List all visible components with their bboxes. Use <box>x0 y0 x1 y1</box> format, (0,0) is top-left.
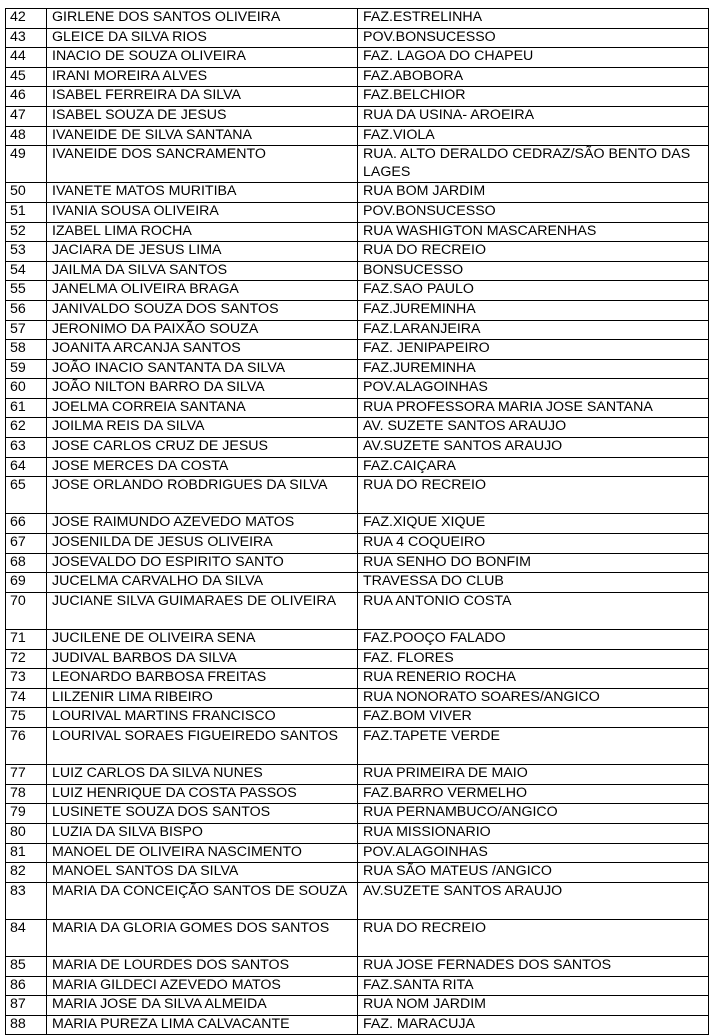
row-address: RUA DO RECREIO <box>358 919 709 956</box>
row-number: 68 <box>6 553 47 573</box>
row-number: 78 <box>6 784 47 804</box>
table-row <box>6 398 709 418</box>
row-address: AV. SUZETE SANTOS ARAUJO <box>358 418 709 438</box>
table-row <box>6 649 709 669</box>
row-address: FAZ.TAPETE VERDE <box>358 727 709 764</box>
row-address: RUA DO RECREIO <box>358 242 709 262</box>
table-row <box>6 438 709 458</box>
row-address: TRAVESSA DO CLUB <box>358 573 709 593</box>
row-address: RUA SÃO MATEUS /ANGICO <box>358 863 709 883</box>
table-row <box>6 957 709 977</box>
row-number: 60 <box>6 379 47 399</box>
row-number: 72 <box>6 649 47 669</box>
row-address: FAZ.SANTA RITA <box>358 976 709 996</box>
table-row <box>6 281 709 301</box>
row-address: RUA PROFESSORA MARIA JOSE SANTANA <box>358 398 709 418</box>
row-name: JOSE MERCES DA COSTA <box>47 457 358 477</box>
row-number: 75 <box>6 708 47 728</box>
row-number: 54 <box>6 261 47 281</box>
row-number: 47 <box>6 106 47 126</box>
row-name: JUDIVAL BARBOS DA SILVA <box>47 649 358 669</box>
table-row <box>6 146 709 183</box>
row-address: FAZ.SAO PAULO <box>358 281 709 301</box>
row-address: FAZ.ESTRELINHA <box>358 9 709 29</box>
row-number: 59 <box>6 359 47 379</box>
row-name: JOSE CARLOS CRUZ DE JESUS <box>47 438 358 458</box>
row-address: RUA JOSE FERNADES DOS SANTOS <box>358 957 709 977</box>
row-name: MARIA JOSE DA SILVA ALMEIDA <box>47 996 358 1016</box>
row-address: RUA ANTONIO COSTA <box>358 592 709 629</box>
table-row <box>6 379 709 399</box>
row-number: 51 <box>6 202 47 222</box>
row-address: RUA. ALTO DERALDO CEDRAZ/SÃO BENTO DAS LAGES <box>358 146 709 183</box>
row-name: IVANEIDE DOS SANCRAMENTO <box>47 146 358 183</box>
row-address: RUA PERNAMBUCO/ANGICO <box>358 804 709 824</box>
row-address: FAZ.XIQUE XIQUE <box>358 514 709 534</box>
row-address: FAZ.POOÇO FALADO <box>358 630 709 650</box>
row-address: RUA NOM JARDIM <box>358 996 709 1016</box>
row-number: 84 <box>6 919 47 956</box>
table-row <box>6 242 709 262</box>
row-number: 46 <box>6 87 47 107</box>
row-name: IRANI MOREIRA ALVES <box>47 67 358 87</box>
row-name: LEONARDO BARBOSA FREITAS <box>47 669 358 689</box>
row-number: 65 <box>6 477 47 514</box>
row-name: IVANEIDE DE SILVA SANTANA <box>47 126 358 146</box>
row-number: 80 <box>6 823 47 843</box>
table-row <box>6 534 709 554</box>
table-row <box>6 592 709 629</box>
row-number: 44 <box>6 48 47 68</box>
row-number: 57 <box>6 320 47 340</box>
row-address: FAZ. LAGOA DO CHAPEU <box>358 48 709 68</box>
row-name: JANIVALDO SOUZA DOS SANTOS <box>47 300 358 320</box>
table-row <box>6 573 709 593</box>
row-number: 77 <box>6 765 47 785</box>
table-row <box>6 976 709 996</box>
table-row <box>6 669 709 689</box>
row-address: FAZ.BELCHIOR <box>358 87 709 107</box>
row-number: 55 <box>6 281 47 301</box>
table-row <box>6 1015 709 1035</box>
row-number: 86 <box>6 976 47 996</box>
table-row <box>6 514 709 534</box>
row-address: FAZ.VIOLA <box>358 126 709 146</box>
row-number: 83 <box>6 882 47 919</box>
row-name: JUCILENE DE OLIVEIRA SENA <box>47 630 358 650</box>
row-name: JOSE RAIMUNDO AZEVEDO MATOS <box>47 514 358 534</box>
row-name: JOÃO NILTON BARRO DA SILVA <box>47 379 358 399</box>
row-address: RUA RENERIO ROCHA <box>358 669 709 689</box>
row-name: MARIA GILDECI AZEVEDO MATOS <box>47 976 358 996</box>
table-row <box>6 106 709 126</box>
row-number: 64 <box>6 457 47 477</box>
row-number: 66 <box>6 514 47 534</box>
row-number: 79 <box>6 804 47 824</box>
table-row <box>6 300 709 320</box>
table-row <box>6 784 709 804</box>
row-address: RUA DO RECREIO <box>358 477 709 514</box>
row-number: 67 <box>6 534 47 554</box>
row-address: RUA 4 COQUEIRO <box>358 534 709 554</box>
table-row <box>6 823 709 843</box>
table-row <box>6 183 709 203</box>
row-address: AV.SUZETE SANTOS ARAUJO <box>358 438 709 458</box>
row-number: 70 <box>6 592 47 629</box>
row-name: JAILMA DA SILVA SANTOS <box>47 261 358 281</box>
table-row <box>6 261 709 281</box>
table-row <box>6 126 709 146</box>
row-name: JOSEVALDO DO ESPIRITO SANTO <box>47 553 358 573</box>
row-name: JANELMA OLIVEIRA BRAGA <box>47 281 358 301</box>
row-name: IZABEL LIMA ROCHA <box>47 222 358 242</box>
table-row <box>6 320 709 340</box>
row-address: POV.ALAGOINHAS <box>358 843 709 863</box>
table-row <box>6 919 709 956</box>
row-name: ISABEL FERREIRA DA SILVA <box>47 87 358 107</box>
row-number: 74 <box>6 688 47 708</box>
row-name: JOELMA CORREIA SANTANA <box>47 398 358 418</box>
row-number: 71 <box>6 630 47 650</box>
row-name: ISABEL SOUZA DE JESUS <box>47 106 358 126</box>
table-row <box>6 28 709 48</box>
table-row <box>6 67 709 87</box>
table-row <box>6 340 709 360</box>
table-row <box>6 630 709 650</box>
table-row <box>6 804 709 824</box>
row-name: JACIARA DE JESUS LIMA <box>47 242 358 262</box>
row-number: 58 <box>6 340 47 360</box>
row-name: IVANETE MATOS MURITIBA <box>47 183 358 203</box>
row-name: LUIZ CARLOS DA SILVA NUNES <box>47 765 358 785</box>
row-number: 43 <box>6 28 47 48</box>
row-number: 63 <box>6 438 47 458</box>
row-address: RUA NONORATO SOARES/ANGICO <box>358 688 709 708</box>
row-number: 76 <box>6 727 47 764</box>
table-row <box>6 882 709 919</box>
row-address: FAZ.LARANJEIRA <box>358 320 709 340</box>
row-number: 61 <box>6 398 47 418</box>
row-name: LUZIA DA SILVA BISPO <box>47 823 358 843</box>
row-address: RUA MISSIONARIO <box>358 823 709 843</box>
row-number: 56 <box>6 300 47 320</box>
row-address: POV.BONSUCESSO <box>358 28 709 48</box>
table-row <box>6 457 709 477</box>
row-number: 49 <box>6 146 47 183</box>
table-row <box>6 9 709 29</box>
row-address: POV.ALAGOINHAS <box>358 379 709 399</box>
table-row <box>6 202 709 222</box>
row-address: RUA PRIMEIRA DE MAIO <box>358 765 709 785</box>
row-name: MARIA DE LOURDES DOS SANTOS <box>47 957 358 977</box>
row-number: 88 <box>6 1015 47 1035</box>
row-name: JOANITA ARCANJA SANTOS <box>47 340 358 360</box>
table-row <box>6 418 709 438</box>
row-name: JOSENILDA DE JESUS OLIVEIRA <box>47 534 358 554</box>
table-row <box>6 87 709 107</box>
table-row <box>6 708 709 728</box>
row-number: 81 <box>6 843 47 863</box>
table-row <box>6 996 709 1016</box>
table-row <box>6 863 709 883</box>
row-name: JUCELMA CARVALHO DA SILVA <box>47 573 358 593</box>
row-name: JERONIMO DA PAIXÃO SOUZA <box>47 320 358 340</box>
row-address: FAZ.BOM VIVER <box>358 708 709 728</box>
table-row <box>6 688 709 708</box>
table-row <box>6 222 709 242</box>
row-number: 45 <box>6 67 47 87</box>
table-row <box>6 48 709 68</box>
row-number: 69 <box>6 573 47 593</box>
row-name: MANOEL SANTOS DA SILVA <box>47 863 358 883</box>
row-address: FAZ.JUREMINHA <box>358 300 709 320</box>
table-row <box>6 727 709 764</box>
row-address: RUA WASHIGTON MASCARENHAS <box>358 222 709 242</box>
row-address: FAZ.BARRO VERMELHO <box>358 784 709 804</box>
row-number: 50 <box>6 183 47 203</box>
row-name: LOURIVAL SORAES FIGUEIREDO SANTOS <box>47 727 358 764</box>
row-address: FAZ.CAIÇARA <box>358 457 709 477</box>
table-row <box>6 843 709 863</box>
row-name: JOSE ORLANDO ROBDRIGUES DA SILVA <box>47 477 358 514</box>
row-number: 85 <box>6 957 47 977</box>
row-address: RUA BOM JARDIM <box>358 183 709 203</box>
table-body <box>6 9 709 1035</box>
row-number: 42 <box>6 9 47 29</box>
row-name: IVANIA SOUSA OLIVEIRA <box>47 202 358 222</box>
row-number: 73 <box>6 669 47 689</box>
row-name: LOURIVAL MARTINS FRANCISCO <box>47 708 358 728</box>
row-number: 87 <box>6 996 47 1016</box>
table-row <box>6 765 709 785</box>
row-number: 48 <box>6 126 47 146</box>
row-address: RUA SENHO DO BONFIM <box>358 553 709 573</box>
row-name: MARIA DA GLORIA GOMES DOS SANTOS <box>47 919 358 956</box>
table-row <box>6 553 709 573</box>
row-number: 82 <box>6 863 47 883</box>
row-address: FAZ.JUREMINHA <box>358 359 709 379</box>
row-address: FAZ. MARACUJA <box>358 1015 709 1035</box>
row-address: FAZ. FLORES <box>358 649 709 669</box>
beneficiary-table <box>5 8 709 1035</box>
table-row <box>6 477 709 514</box>
row-name: MARIA PUREZA LIMA CALVACANTE <box>47 1015 358 1035</box>
document-page <box>5 8 709 1035</box>
table-row <box>6 359 709 379</box>
row-number: 62 <box>6 418 47 438</box>
row-name: GLEICE DA SILVA RIOS <box>47 28 358 48</box>
row-address: AV.SUZETE SANTOS ARAUJO <box>358 882 709 919</box>
row-address: POV.BONSUCESSO <box>358 202 709 222</box>
row-name: MARIA DA CONCEIÇÃO SANTOS DE SOUZA <box>47 882 358 919</box>
row-address: BONSUCESSO <box>358 261 709 281</box>
row-number: 53 <box>6 242 47 262</box>
row-name: JOÃO INACIO SANTANTA DA SILVA <box>47 359 358 379</box>
row-name: LUSINETE SOUZA DOS SANTOS <box>47 804 358 824</box>
row-number: 52 <box>6 222 47 242</box>
row-name: JUCIANE SILVA GUIMARAES DE OLIVEIRA <box>47 592 358 629</box>
row-name: MANOEL DE OLIVEIRA NASCIMENTO <box>47 843 358 863</box>
row-name: LUIZ HENRIQUE DA COSTA PASSOS <box>47 784 358 804</box>
row-address: FAZ. JENIPAPEIRO <box>358 340 709 360</box>
row-address: RUA DA USINA- AROEIRA <box>358 106 709 126</box>
row-name: GIRLENE DOS SANTOS OLIVEIRA <box>47 9 358 29</box>
row-name: LILZENIR LIMA RIBEIRO <box>47 688 358 708</box>
row-name: INACIO DE SOUZA OLIVEIRA <box>47 48 358 68</box>
row-address: FAZ.ABOBORA <box>358 67 709 87</box>
row-name: JOILMA REIS DA SILVA <box>47 418 358 438</box>
